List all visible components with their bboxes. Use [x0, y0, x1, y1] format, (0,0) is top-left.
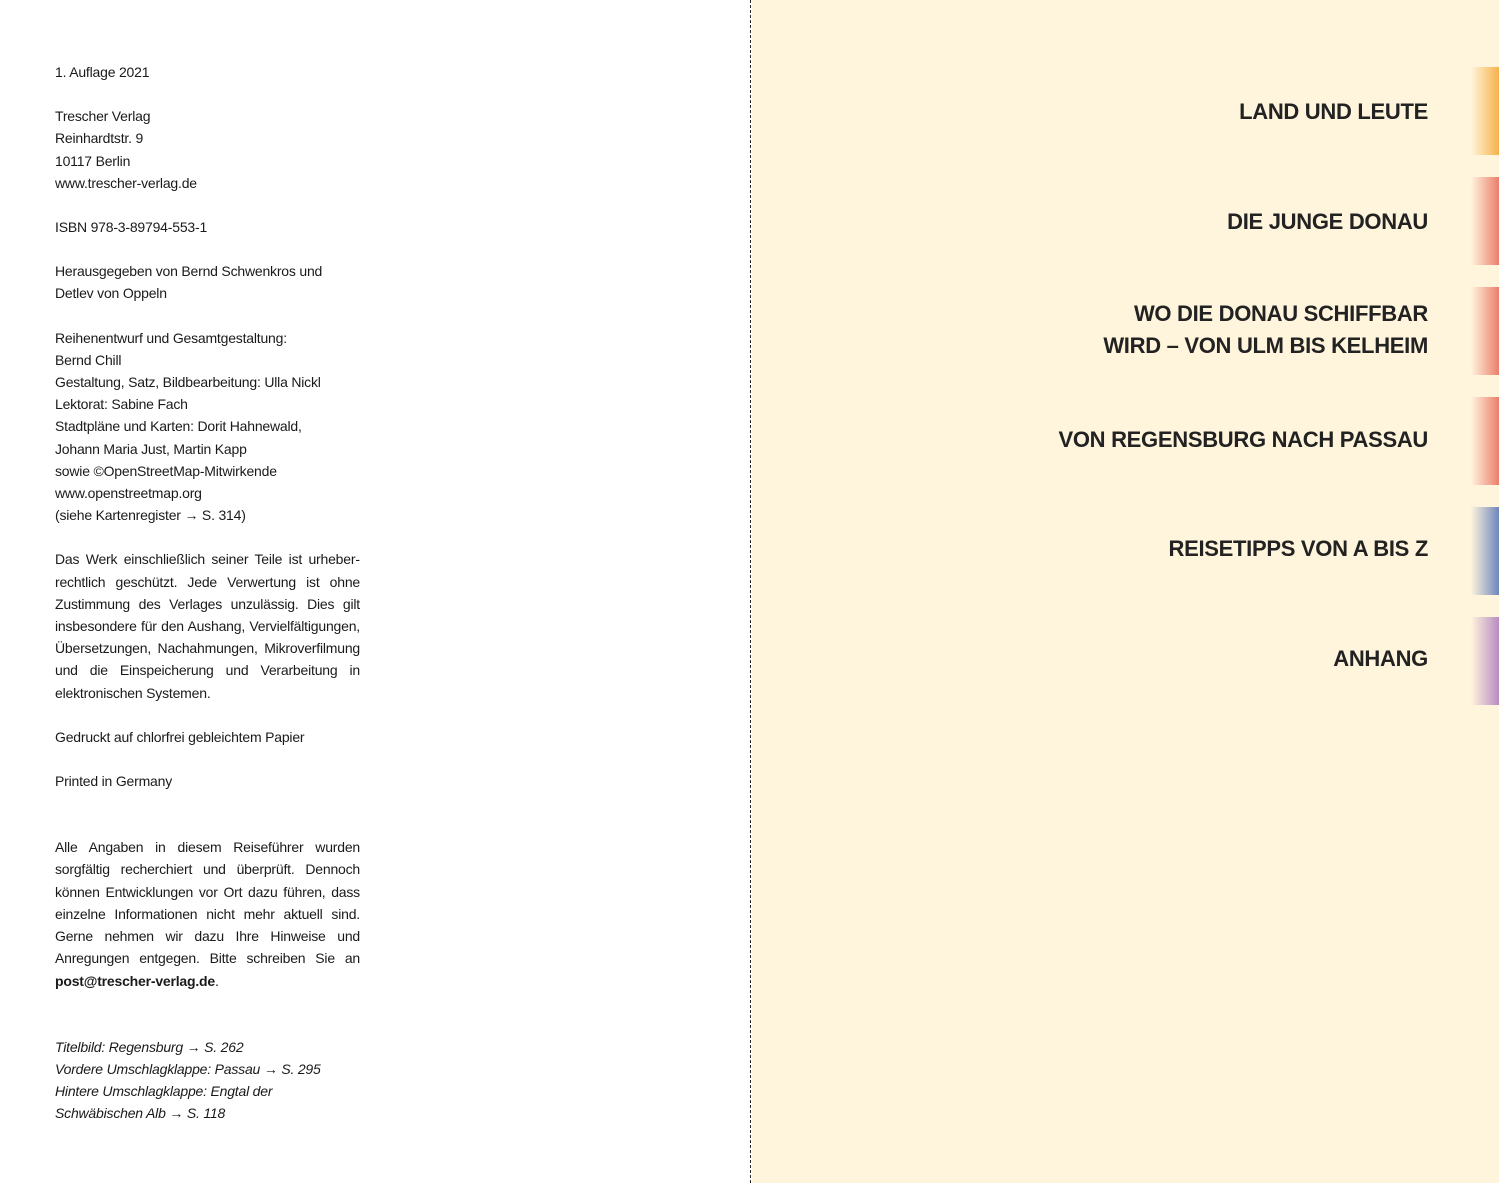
credits-line-1: Reihenentwurf und Gesamtgestaltung: [55, 329, 287, 346]
toc-reisetipps-label: REISETIPPS VON A BIS Z [1168, 536, 1428, 561]
caption-line-2: Vordere Umschlagklappe: Passau → S. 295 [55, 1060, 321, 1077]
caption-line-3: Hintere Umschlagklappe: Engtal der [55, 1083, 273, 1100]
section-tab-land-und-leute[interactable] [1471, 67, 1499, 155]
toc-von-regensburg-nach-passau[interactable] [1059, 424, 1429, 456]
toc-wo-die-donau-line-2: WIRD – VON ULM BIS KELHEIM [1103, 333, 1428, 358]
toc-wo-die-donau-line-1: WO DIE DONAU SCHIFFBAR [1133, 301, 1428, 326]
toc-anhang-label: ANHANG [1333, 646, 1428, 671]
toc-die-junge-donau[interactable] [1227, 206, 1428, 238]
imprint-text-block [55, 61, 360, 1147]
credits-line-5: Stadtpläne und Karten: Dorit Hahnewald, [55, 418, 302, 435]
credits-line-6: Johann Maria Just, Martin Kapp [55, 440, 247, 457]
isbn-line: ISBN 978-3-89794-553-1 [55, 219, 208, 236]
disclaimer-paragraph [55, 836, 360, 991]
editors-block [55, 260, 360, 304]
printed-note: Printed in Germany [55, 773, 173, 790]
toc-wo-die-donau-schiffbar-wird[interactable] [1103, 298, 1428, 362]
toc-anhang[interactable] [1333, 643, 1428, 675]
credits-line-3: Gestaltung, Satz, Bildbearbeitung: Ulla Nickl [55, 374, 321, 391]
credits-block [55, 327, 360, 527]
section-tab-wo-die-donau-schiffbar-wird[interactable] [1471, 287, 1499, 375]
publisher-street: Reinhardtstr. 9 [55, 130, 144, 147]
disclaimer-text: Alle Angaben in diesem Reiseführer wurden sorgfältig recherchiert und überprüft. Dennoch können Entwicklungen vor Ort dazu führen, dass einzelne Informationen nicht mehr aktuell sind. Gerne nehmen wir dazu Ihre Hinweise und Anregungen entgegen. Bitte schreiben Sie an [55, 839, 360, 967]
caption-line-4: Schwäbischen Alb → S. 118 [55, 1105, 226, 1122]
publisher-website: www.trescher-verlag.de [55, 174, 197, 191]
toc-die-junge-donau-label: DIE JUNGE DONAU [1227, 209, 1428, 234]
publisher-name: Trescher Verlag [55, 108, 151, 125]
section-tab-anhang[interactable] [1471, 617, 1499, 705]
page-fold-divider [750, 0, 751, 1183]
credits-line-8: www.openstreetmap.org [55, 485, 202, 502]
credits-line-9: (siehe Kartenregister → S. 314) [55, 507, 246, 524]
credits-line-7: sowie ©OpenStreetMap-Mitwirkende [55, 462, 277, 479]
editors-line-1: Herausgegeben von Bernd Schwenkros und [55, 263, 323, 280]
toc-land-und-leute-label: LAND UND LEUTE [1239, 99, 1428, 124]
copyright-paragraph: Das Werk einschließlich seiner Teile ist urheberrechtlich geschützt. Jede Verwertung ist ohne Zustimmung des Verlages unzulässig. Dies gilt insbesondere für den Aushang, Vervielfältigungen, Übersetzungen, Nachahmungen, Mikroverfilmung und die Einspeicherung und Verarbeitung in elektronischen Systemen. [55, 551, 360, 701]
disclaimer-end: . [215, 972, 219, 989]
image-captions [55, 1036, 360, 1125]
toc-land-und-leute[interactable] [1239, 96, 1428, 128]
caption-line-1: Titelbild: Regensburg → S. 262 [55, 1038, 244, 1055]
editors-line-2: Detlev von Oppeln [55, 285, 167, 302]
section-tab-von-regensburg-nach-passau[interactable] [1471, 397, 1499, 485]
publisher-city: 10117 Berlin [55, 152, 131, 169]
credits-line-4: Lektorat: Sabine Fach [55, 396, 188, 413]
table-of-contents-page [752, 0, 1499, 1183]
toc-von-regensburg-nach-passau-label: VON REGENSBURG NACH PASSAU [1058, 427, 1428, 452]
contact-email: post@trescher-verlag.de [55, 972, 215, 989]
paper-note: Gedruckt auf chlorfrei gebleichtem Papier [55, 728, 305, 745]
edition-line: 1. Auflage 2021 [55, 64, 150, 80]
section-tab-die-junge-donau[interactable] [1471, 177, 1499, 265]
toc-reisetipps-von-a-bis-z[interactable] [1169, 533, 1428, 565]
section-tab-reisetipps-von-a-bis-z[interactable] [1471, 507, 1499, 595]
credits-line-2: Bernd Chill [55, 351, 122, 368]
publisher-address [55, 105, 360, 194]
